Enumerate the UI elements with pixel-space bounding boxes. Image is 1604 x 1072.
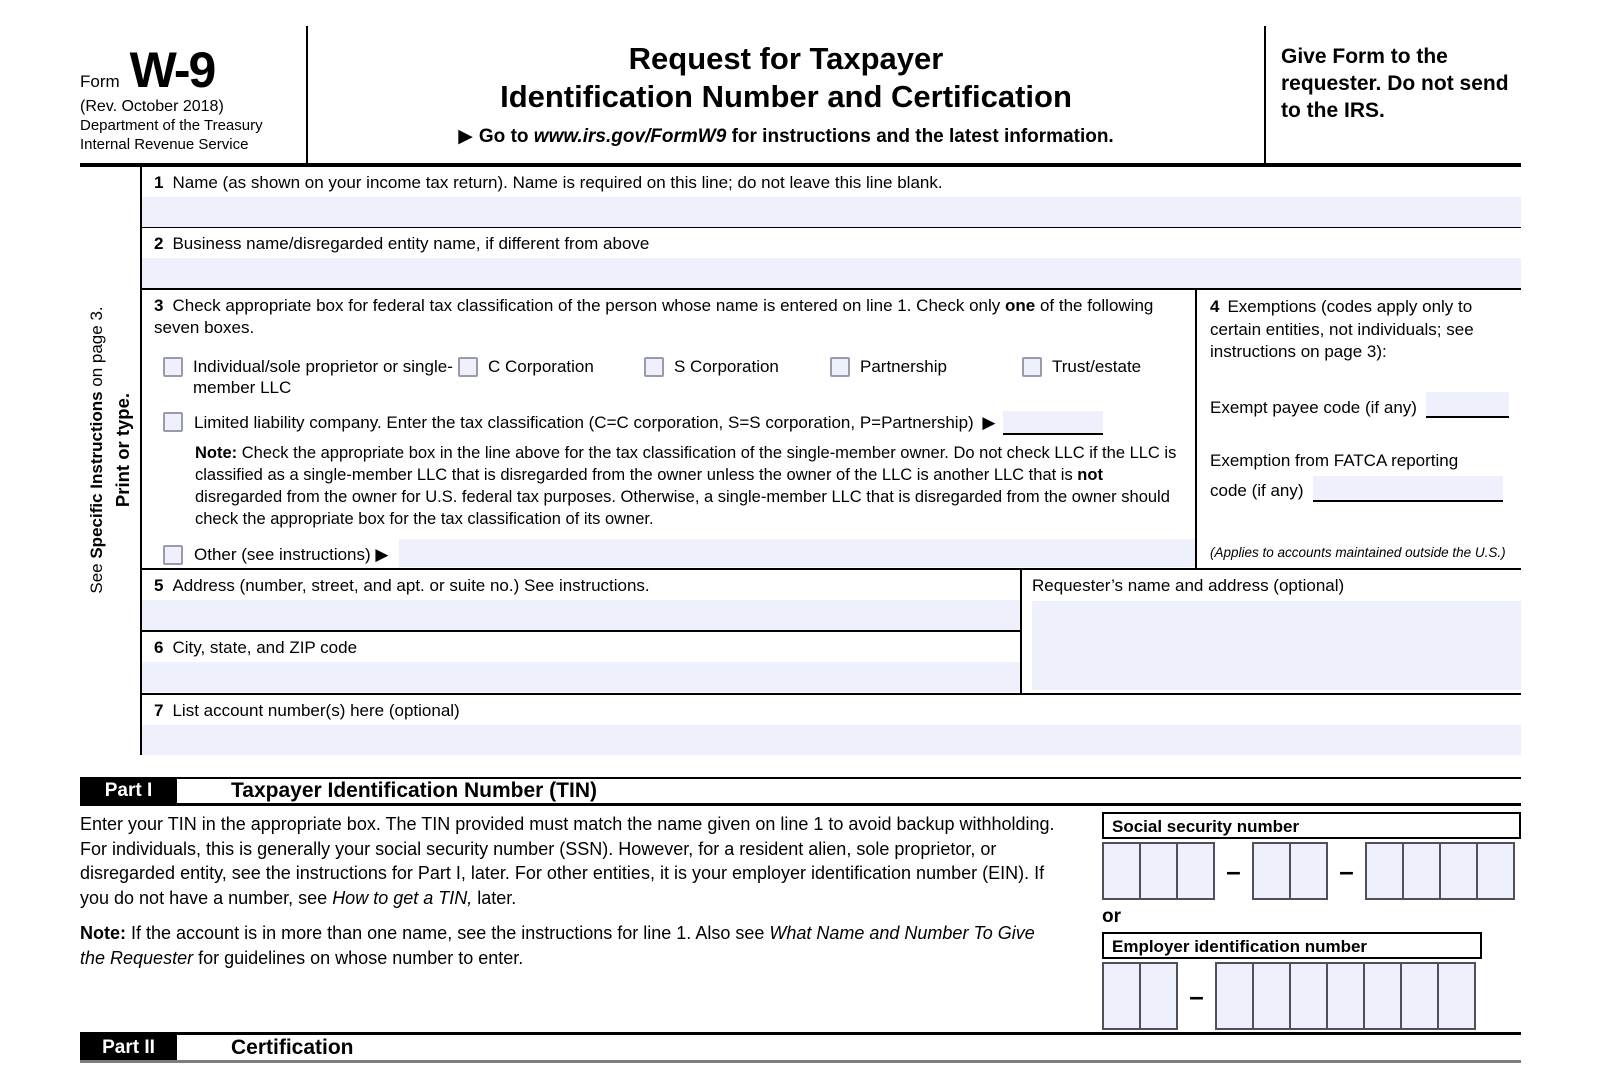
line7-row bbox=[142, 695, 1521, 755]
ein-dash: – bbox=[1189, 980, 1204, 1011]
llc-classification-input[interactable] bbox=[1003, 411, 1103, 435]
line5-label: 5 Address (number, street, and apt. or suite no.) See instructions. bbox=[154, 576, 650, 595]
ein-digit-box[interactable] bbox=[1252, 962, 1291, 1030]
account-numbers-input[interactable] bbox=[142, 725, 1521, 755]
ein-digit-box[interactable] bbox=[1102, 962, 1141, 1030]
tin-entry-block bbox=[1102, 806, 1521, 1032]
tax-classification-options bbox=[142, 356, 1195, 398]
line2-label: 2 Business name/disregarded entity name, if different from above bbox=[154, 234, 650, 253]
fatca-code-input[interactable] bbox=[1313, 476, 1503, 502]
form-word-label: Form bbox=[80, 72, 120, 91]
tin-instructions-block bbox=[80, 806, 1062, 1032]
address-column bbox=[142, 570, 1022, 693]
other-description-input[interactable] bbox=[399, 539, 1195, 567]
address-input[interactable] bbox=[142, 600, 1020, 630]
arrow-right-icon: ▶ bbox=[982, 413, 996, 432]
line3-column bbox=[142, 290, 1197, 568]
print-or-type-label: Print or type. bbox=[112, 392, 133, 508]
form-title-block bbox=[306, 26, 1266, 163]
line4-column bbox=[1197, 290, 1521, 568]
option-c-corporation bbox=[458, 356, 644, 398]
line1-label: 1 Name (as shown on your income tax return). Name is required on this line; do not leave this line blank. bbox=[154, 173, 943, 192]
form-fields-box bbox=[140, 167, 1521, 755]
form-identity-block bbox=[80, 26, 306, 163]
goto-instruction-line bbox=[308, 125, 1264, 148]
part1-header bbox=[80, 777, 1521, 806]
ein-digit-box[interactable] bbox=[1289, 962, 1328, 1030]
ssn-digit-box[interactable] bbox=[1439, 842, 1478, 900]
ssn-digit-box[interactable] bbox=[1402, 842, 1441, 900]
llc-checkbox[interactable] bbox=[163, 412, 183, 432]
city-state-zip-input[interactable] bbox=[142, 662, 1020, 692]
other-label: Other (see instructions) ▶ bbox=[194, 544, 389, 564]
form-header bbox=[80, 26, 1521, 167]
partnership-label: Partnership bbox=[860, 357, 947, 376]
line7-label: 7 List account number(s) here (optional) bbox=[154, 701, 460, 720]
ssn-digit-box[interactable] bbox=[1289, 842, 1328, 900]
option-llc bbox=[142, 411, 1195, 435]
name-input[interactable] bbox=[142, 197, 1521, 227]
ssn-header: Social security number bbox=[1102, 812, 1521, 839]
tin-note: Note: If the account is in more than one name, see the instructions for line 1. Also see What Name and Number To Give the Requester for guidelines on whose number to enter. bbox=[80, 923, 1035, 968]
other-checkbox[interactable] bbox=[163, 545, 183, 565]
option-other bbox=[142, 539, 1195, 569]
ein-boxes bbox=[1102, 962, 1521, 1030]
line4-label: 4 Exemptions (codes apply only to certain entities, not individuals; see instructions on page 3): bbox=[1210, 297, 1474, 361]
part1-body bbox=[80, 806, 1521, 1032]
ssn-digit-box[interactable] bbox=[1139, 842, 1178, 900]
arrow-right-icon: ▶ bbox=[458, 126, 473, 147]
line1-row bbox=[142, 167, 1521, 228]
form-number: W-9 bbox=[129, 42, 215, 98]
or-label: or bbox=[1102, 906, 1121, 927]
fatca-block bbox=[1210, 449, 1509, 502]
line5-line6-row bbox=[142, 570, 1521, 695]
c-corporation-checkbox[interactable] bbox=[458, 357, 478, 377]
give-form-note: Give Form to the requester. Do not send to the IRS. bbox=[1281, 45, 1509, 122]
exempt-payee-code-input[interactable] bbox=[1426, 392, 1509, 418]
line2-row bbox=[142, 228, 1521, 290]
s-corporation-label: S Corporation bbox=[674, 357, 779, 376]
goto-suffix: for instructions and the latest information. bbox=[726, 126, 1114, 147]
ein-digit-box[interactable] bbox=[1326, 962, 1365, 1030]
line6-row bbox=[142, 632, 1020, 693]
trust-estate-label: Trust/estate bbox=[1052, 357, 1142, 376]
ssn-digit-box[interactable] bbox=[1252, 842, 1291, 900]
requester-label: Requester’s name and address (optional) bbox=[1032, 576, 1345, 595]
arrow-right-icon: ▶ bbox=[375, 544, 389, 564]
part1-chip: Part I bbox=[80, 779, 177, 803]
part2-title: Certification bbox=[231, 1035, 354, 1059]
trust-estate-checkbox[interactable] bbox=[1022, 357, 1042, 377]
print-or-type-sidebar bbox=[84, 215, 142, 685]
ssn-digit-box[interactable] bbox=[1102, 842, 1141, 900]
line5-row bbox=[142, 570, 1020, 632]
c-corporation-label: C Corporation bbox=[488, 357, 594, 376]
ein-digit-box[interactable] bbox=[1400, 962, 1439, 1030]
revision-date: (Rev. October 2018) bbox=[80, 98, 224, 115]
goto-url: www.irs.gov/FormW9 bbox=[533, 126, 727, 147]
llc-label: Limited liability company. Enter the tax classification (C=C corporation, S=S corporation, P=Partnership) ▶ bbox=[194, 411, 1103, 435]
option-trust-estate bbox=[1022, 356, 1141, 398]
requester-name-address-input[interactable] bbox=[1032, 601, 1521, 690]
tin-instructions: Enter your TIN in the appropriate box. The TIN provided must match the name given on line 1 to avoid backup withholding. For individuals, this is generally your social security number (SSN). However, for a resident alien, sole proprietor, or disregarded entity, see the instructions for Part I, later. For other entities, it is your employer identification number (EIN). If you do not have a number, see How to get a TIN, later. bbox=[80, 814, 1055, 908]
ein-digit-box[interactable] bbox=[1215, 962, 1254, 1030]
ein-digit-box[interactable] bbox=[1363, 962, 1402, 1030]
partnership-checkbox[interactable] bbox=[830, 357, 850, 377]
individual-checkbox[interactable] bbox=[163, 357, 183, 377]
exempt-payee-label: Exempt payee code (if any) bbox=[1210, 397, 1417, 417]
agency-line: Internal Revenue Service bbox=[80, 136, 249, 153]
option-s-corporation bbox=[644, 356, 830, 398]
ssn-digit-box[interactable] bbox=[1176, 842, 1215, 900]
option-individual bbox=[163, 356, 458, 398]
part2-chip: Part II bbox=[80, 1035, 177, 1060]
line3-line4-row bbox=[142, 290, 1521, 570]
individual-label: Individual/sole proprietor or single-member LLC bbox=[193, 357, 453, 397]
goto-prefix: Go to bbox=[478, 126, 534, 147]
ein-digit-box[interactable] bbox=[1139, 962, 1178, 1030]
line6-label: 6 City, state, and ZIP code bbox=[154, 638, 358, 657]
ssn-dash: – bbox=[1339, 855, 1354, 886]
fatca-label-line1: Exemption from FATCA reporting bbox=[1210, 450, 1459, 470]
s-corporation-checkbox[interactable] bbox=[644, 357, 664, 377]
llc-note: Note: Check the appropriate box in the line above for the tax classification of the single-member owner. Do not check LLC if the LLC is classified as a single-member LLC that is disregarded from the owner unless the owner of the LLC is another LLC that is not disregarded from the owner for U.S. federal tax purposes. Otherwise, a single-member LLC that is disregarded from the owner should check the appropriate box for the tax classification of its owner. bbox=[195, 444, 1177, 528]
part2-header bbox=[80, 1032, 1521, 1063]
ssn-digit-box[interactable] bbox=[1365, 842, 1404, 900]
give-form-block bbox=[1266, 26, 1521, 163]
department-line: Department of the Treasury bbox=[80, 117, 263, 134]
fatca-applies-note: (Applies to accounts maintained outside the U.S.) bbox=[1210, 545, 1506, 560]
exempt-payee-row bbox=[1210, 392, 1509, 418]
requester-column bbox=[1022, 570, 1521, 693]
ssn-digit-box[interactable] bbox=[1476, 842, 1515, 900]
page-title-line1: Request for Taxpayer bbox=[628, 41, 944, 76]
ein-header: Employer identification number bbox=[1102, 932, 1482, 959]
ein-digit-box[interactable] bbox=[1437, 962, 1476, 1030]
part1-title: Taxpayer Identification Number (TIN) bbox=[231, 779, 597, 802]
line3-label: 3 Check appropriate box for federal tax classification of the person whose name is entered on line 1. Check only one of the following seven boxes. bbox=[154, 296, 1154, 337]
ssn-boxes bbox=[1102, 842, 1521, 900]
fatca-label-line2: code (if any) bbox=[1210, 480, 1304, 500]
business-name-input[interactable] bbox=[142, 258, 1521, 288]
option-partnership bbox=[830, 356, 1022, 398]
ssn-dash: – bbox=[1226, 855, 1241, 886]
page-title-line2: Identification Number and Certification bbox=[500, 79, 1072, 114]
see-instructions-label: See Specific Instructions on page 3. bbox=[87, 306, 106, 594]
